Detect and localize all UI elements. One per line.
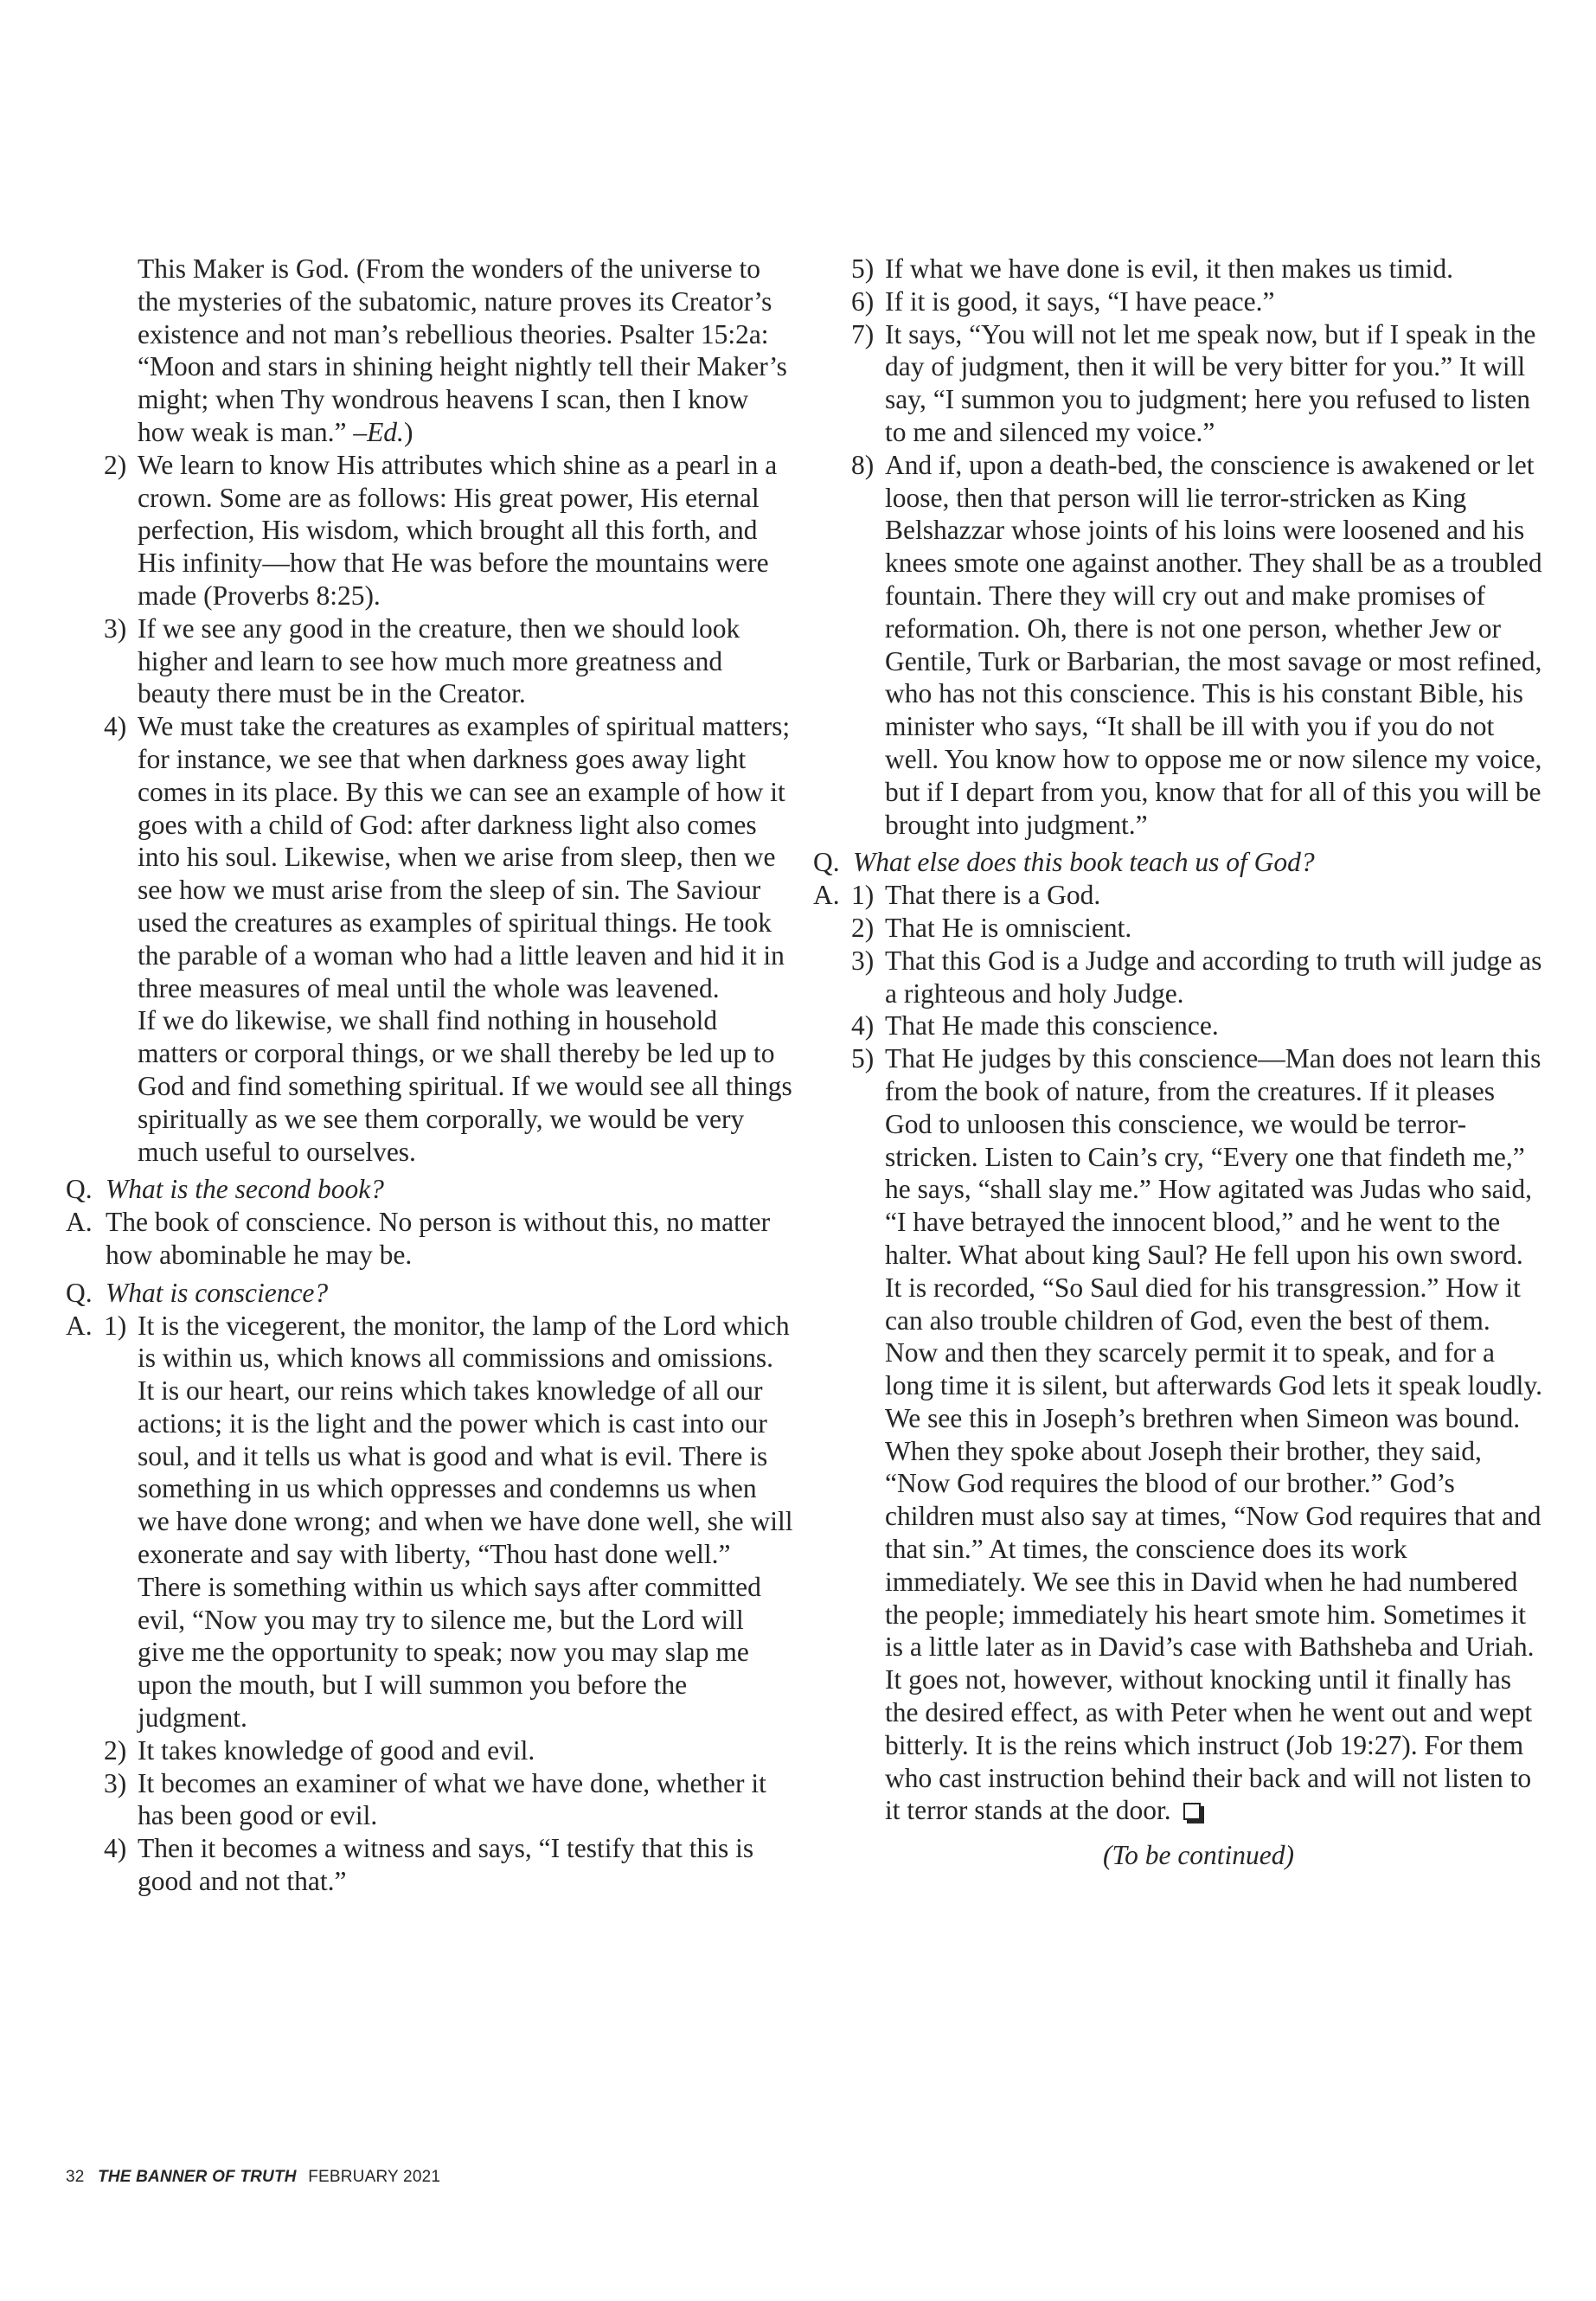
list-item: [66, 710, 794, 1004]
item-number: 8): [851, 449, 875, 480]
list-item: [66, 1767, 794, 1833]
page-footer: [66, 2168, 440, 2187]
item-text: It takes knowledge of good and evil.: [138, 1734, 535, 1766]
list-item: [66, 612, 794, 710]
list-item: [813, 318, 1544, 449]
right-column: [813, 253, 1544, 1900]
intro-paragraph: [66, 253, 794, 449]
item-text: It becomes an examiner of what we have done, whether it has been good or evil.: [138, 1767, 766, 1831]
item-continuation: If we do likewise, we shall find nothing in household matters or corporal things, or we shall thereby be led up to God and find something spiritual. If we would see all things spiritually as we see them corporally, we would be very much useful to ourselves.: [138, 1005, 792, 1167]
editor-note: –Ed.: [353, 416, 404, 447]
intro-text: This Maker is God. (From the wonders of the universe to the mysteries of the subatomic, nature proves its Creator’s existence and not man’s rebellious theories. Psalter 15:2a: “Moon and stars in shining height nightly tell their Maker’s might; when Thy wondrous heavens I scan, then I know how weak is man.”: [138, 253, 787, 447]
list-item: [813, 945, 1544, 1010]
question-mark-label: Q.: [66, 1174, 93, 1205]
answer-mark-label: A.: [66, 1207, 93, 1238]
item-text: If what we have done is evil, it then makes us timid.: [885, 253, 1453, 284]
item-number: 5): [851, 1043, 875, 1074]
item-text: We learn to know His attributes which shine as a pearl in a crown. Some are as follows: His great power, His eternal perfection, His wisdom, which brought all this forth, and His infinity—how that He was before the mountains were made (Proverbs 8:25).: [138, 449, 778, 611]
item-number: 3): [104, 612, 127, 644]
question-mark-label: Q.: [813, 847, 840, 878]
question-text: What is conscience?: [106, 1277, 329, 1308]
question-text: What is the second book?: [106, 1174, 384, 1205]
item-number: 2): [104, 449, 127, 480]
answer-second-book: [66, 1206, 794, 1272]
item-number: 3): [104, 1767, 127, 1798]
item-text: Then it becomes a witness and says, “I testify that this is good and not that.”: [138, 1833, 754, 1897]
item-number: 3): [851, 945, 875, 976]
item-text: It says, “You will not let me speak now, but if I speak in the day of judgment, then it will be very bitter for you.” It will say, “I summon you to judgment; here you refused to listen to me and silenced my voice.”: [885, 318, 1536, 447]
end-of-article-icon: [1183, 1803, 1201, 1820]
item-text: And if, upon a death-bed, the conscience is awakened or let loose, then that person will lie terror-stricken as King Belshazzar whose joints of his loins were loosened and his knees smote one against another. They shall be as a troubled fountain. There they will cry out and make promises of reformation. Oh, there is not one person, whether Jew or Gentile, Turk or Barbarian, the most savage or most refined, who has not this conscience. This is his constant Bible, his minister who says, “It shall be ill with you if you do not well. You know how to oppose me or now silence my voice, but if I depart from you, know that for all of this you will be brought into judgment.”: [885, 449, 1542, 840]
list-item: [66, 1832, 794, 1898]
list-item: [813, 1009, 1544, 1042]
magazine-title: THE BANNER OF TRUTH: [98, 2168, 297, 2186]
item-text: That He is omniscient.: [885, 912, 1132, 943]
item-number: 6): [851, 285, 875, 317]
intro-close-paren: ): [403, 416, 413, 447]
item-text: That there is a God.: [885, 880, 1101, 911]
question-conscience: [66, 1277, 794, 1310]
item-text: That this God is a Judge and according to truth will judge as a righteous and holy Judge.: [885, 945, 1542, 1009]
item-number: 4): [104, 1833, 127, 1864]
item-number: 1): [104, 1310, 127, 1341]
item-number: 4): [851, 1010, 875, 1042]
question-else: [813, 846, 1544, 879]
page-number: 32: [66, 2168, 85, 2186]
answer-text: The book of conscience. No person is without this, no matter how abominable he may be.: [106, 1207, 771, 1270]
item-number: 4): [104, 711, 127, 742]
list-item: [813, 253, 1544, 285]
list-item: [813, 1042, 1544, 1827]
answer-mark-label: A.: [813, 880, 840, 911]
question-mark-label: Q.: [66, 1277, 93, 1308]
list-item: [66, 449, 794, 612]
question-second-book: [66, 1173, 794, 1206]
item-text: It is the vicegerent, the monitor, the lamp of the Lord which is within us, which knows all commissions and omissions. It is our heart, our reins which takes knowledge of all our actions; it is the light and the power which is cast into our soul, and it tells us what is good and what is evil. There is something in us which oppresses and condemns us when we have done wrong; and when we have done well, she will exonerate and say with liberty, “Thou hast done well.” There is something within us which says after committed evil, “Now you may try to silence me, but the Lord will give me the opportunity to speak; now you may slap me upon the mouth, but I will summon you before the judgment.: [138, 1310, 793, 1734]
left-column: [66, 253, 794, 1898]
item-number: 2): [851, 912, 875, 943]
list-item: [813, 285, 1544, 318]
item-text: That He judges by this conscience—Man does not learn this from the book of nature, from the creatures. If it pleases God to unloosen this conscience, we would be terror-stricken. Listen to Cain’s cry, “Every one that findeth me,” he says, “shall slay me.” How agitated was Judas who said, “I have betrayed the innocent blood,” and he went to the halter. What about king Saul? He fell upon his own sword. It is recorded, “So Saul died for his transgression.” How it can also trouble children of God, even the best of them. Now and then they scarcely permit it to speak, and for a long time it is silent, but afterwards God lets it speak loudly. We see this in Joseph’s brethren when Simeon was bound. When they spoke about Joseph their brother, they said, “Now God requires the blood of our brother.” God’s children must also say at times, “Now God requires that and that sin.” At times, the conscience does its work immediately. We see this in David when he had numbered the people; immediately his heart smote him. Sometimes it is a little later as in David’s case with Bathsheba and Uriah. It goes not, however, without knocking until it finally has the desired effect, as with Peter when he went out and wept bitterly. It is the reins which instruct (Job 19:27). For them who cast instruction behind their back and will not listen to it terror stands at the door.: [885, 1043, 1542, 1826]
item-number: 2): [104, 1734, 127, 1766]
list-item: [66, 1734, 794, 1767]
item-number: 1): [851, 880, 875, 911]
list-item: [66, 1310, 794, 1734]
list-item: [813, 912, 1544, 945]
item-text: That He made this conscience.: [885, 1010, 1219, 1042]
item-number: 5): [851, 253, 875, 284]
item-text: If we see any good in the creature, then we should look higher and learn to see how much more greatness and beauty there must be in the Creator.: [138, 612, 740, 709]
list-item: [813, 449, 1544, 842]
issue-date: FEBRUARY 2021: [308, 2168, 441, 2186]
to-be-continued: (To be continued): [1102, 1840, 1295, 1871]
list-item: [813, 879, 1544, 912]
item-text: If it is good, it says, “I have peace.”: [885, 285, 1275, 317]
question-text: What else does this book teach us of God?: [853, 847, 1315, 878]
item-number: 7): [851, 318, 875, 349]
item-text: We must take the creatures as examples of spiritual matters; for instance, we see that when darkness goes away light comes in its place. By this we can see an example of how it goes with a child of God: after darkness light also comes into his soul. Likewise, when we arise from sleep, then we see how we must arise from the sleep of sin. The Saviour used the creatures as examples of spiritual things. He took the parable of a woman who had a little leaven and hid it in three measures of meal until the whole was leavened.: [138, 711, 791, 1003]
answer-mark-label: A.: [66, 1310, 93, 1341]
